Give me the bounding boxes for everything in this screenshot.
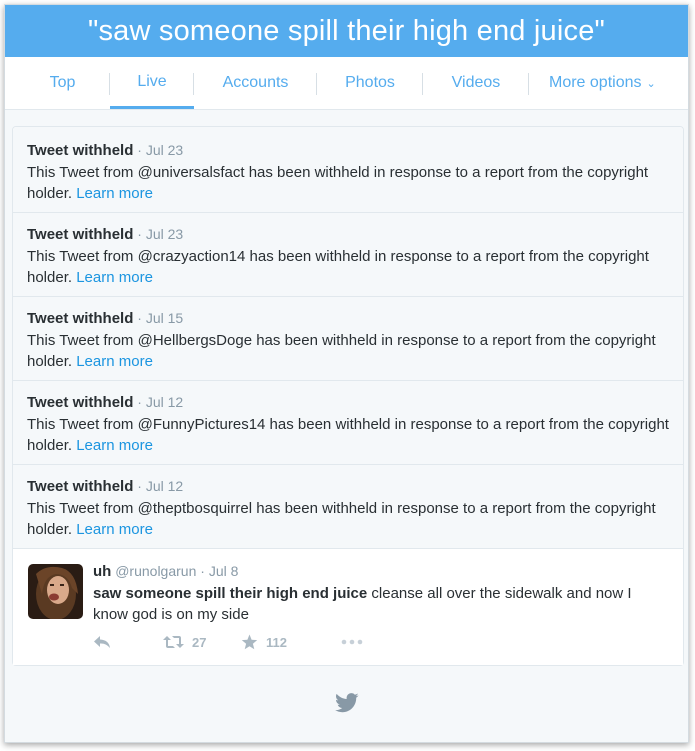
withheld-handle: @universalsfact	[137, 164, 245, 181]
tab-more-options[interactable]	[529, 57, 676, 109]
like-count: 112	[266, 634, 287, 650]
withheld-prefix: This Tweet from	[27, 416, 138, 433]
tab-photos[interactable]	[317, 57, 423, 109]
tweet-header: uh @runolgarun · Jul 8	[93, 563, 239, 580]
withheld-title: Tweet withheld	[27, 310, 134, 327]
search-results-frame	[4, 4, 689, 743]
more-dots-icon	[341, 639, 363, 645]
withheld-tweet	[13, 127, 683, 213]
withheld-prefix: This Tweet from	[27, 164, 138, 181]
withheld-suffix: has been withheld in response to a report from the copyright holder.	[27, 500, 656, 538]
avatar[interactable]	[28, 564, 83, 619]
tweet-text-highlight: saw someone spill their high end juice	[93, 585, 368, 602]
like-button[interactable]	[241, 634, 341, 650]
withheld-suffix: has been withheld in response to a report from the copyright holder.	[27, 332, 656, 370]
withheld-title: Tweet withheld	[27, 226, 134, 243]
tab-label: Videos	[451, 74, 501, 91]
withheld-suffix: has been withheld in response to a report from the copyright holder.	[27, 248, 649, 286]
withheld-header: Tweet withheld · Jul 12	[27, 478, 184, 495]
tweet[interactable]	[13, 549, 683, 665]
chevron-down-icon: ⌄	[646, 77, 656, 90]
tab-label: Top	[49, 74, 76, 91]
tab-label: Photos	[345, 74, 395, 91]
timeline	[12, 126, 684, 666]
tab-live[interactable]	[110, 57, 194, 109]
withheld-prefix: This Tweet from	[27, 248, 138, 265]
tab-label: More options	[549, 74, 642, 91]
withheld-handle: @HellbergsDoge	[137, 332, 253, 349]
tab-videos[interactable]	[423, 57, 529, 109]
tweet-author-name[interactable]: uh	[93, 563, 112, 580]
retweet-icon	[163, 635, 184, 649]
withheld-title: Tweet withheld	[27, 478, 134, 495]
tweet-body	[93, 562, 663, 625]
withheld-prefix: This Tweet from	[27, 332, 138, 349]
tab-top[interactable]	[15, 57, 110, 109]
withheld-tweet	[13, 381, 683, 465]
withheld-date[interactable]: Jul 23	[145, 142, 184, 158]
reply-button[interactable]	[93, 635, 163, 649]
learn-more-link[interactable]: Learn more	[76, 437, 153, 454]
star-icon	[241, 634, 258, 650]
withheld-message	[27, 330, 669, 372]
search-query-title: "saw someone spill their high end juice"	[87, 14, 606, 47]
withheld-tweet	[13, 465, 683, 549]
learn-more-link[interactable]: Learn more	[76, 353, 153, 370]
withheld-tweet	[13, 297, 683, 381]
withheld-message	[27, 246, 669, 288]
withheld-suffix: has been withheld in response to a report from the copyright holder.	[27, 164, 649, 202]
withheld-suffix: has been withheld in response to a report from the copyright holder.	[27, 416, 669, 454]
withheld-date[interactable]: Jul 12	[145, 478, 184, 494]
tweet-date[interactable]: Jul 8	[208, 563, 239, 579]
withheld-handle: @theptbosquirrel	[137, 500, 253, 517]
withheld-header: Tweet withheld · Jul 23	[27, 142, 184, 159]
withheld-header: Tweet withheld · Jul 15	[27, 310, 184, 327]
retweet-button[interactable]	[163, 635, 241, 650]
tweet-text-rest: cleanse all over the sidewalk and now I know god is on my side	[93, 585, 632, 623]
withheld-title: Tweet withheld	[27, 394, 134, 411]
withheld-date[interactable]: Jul 15	[145, 310, 184, 326]
retweet-count: 27	[192, 634, 207, 650]
search-title-bar	[5, 5, 688, 57]
withheld-date[interactable]: Jul 23	[145, 226, 184, 242]
twitter-bird-icon	[335, 693, 359, 718]
tab-label: Accounts	[222, 74, 289, 91]
tweet-text	[93, 583, 663, 625]
withheld-header: Tweet withheld · Jul 12	[27, 394, 184, 411]
withheld-prefix: This Tweet from	[27, 500, 138, 517]
withheld-message	[27, 414, 669, 456]
withheld-handle: @FunnyPictures14	[137, 416, 266, 433]
withheld-header: Tweet withheld · Jul 23	[27, 226, 184, 243]
more-button[interactable]	[341, 639, 363, 645]
withheld-message	[27, 162, 669, 204]
learn-more-link[interactable]: Learn more	[76, 521, 153, 538]
withheld-tweet	[13, 213, 683, 297]
tweet-actions	[93, 634, 363, 650]
reply-icon	[93, 635, 111, 649]
withheld-handle: @crazyaction14	[137, 248, 246, 265]
learn-more-link[interactable]: Learn more	[76, 269, 153, 286]
tab-label: Live	[137, 72, 167, 90]
learn-more-link[interactable]: Learn more	[76, 185, 153, 202]
search-tabs	[5, 57, 688, 110]
withheld-date[interactable]: Jul 12	[145, 394, 184, 410]
withheld-title: Tweet withheld	[27, 142, 134, 159]
withheld-message	[27, 498, 669, 540]
tweet-author-handle[interactable]: @runolgarun	[115, 563, 197, 579]
tab-accounts[interactable]	[194, 57, 317, 109]
